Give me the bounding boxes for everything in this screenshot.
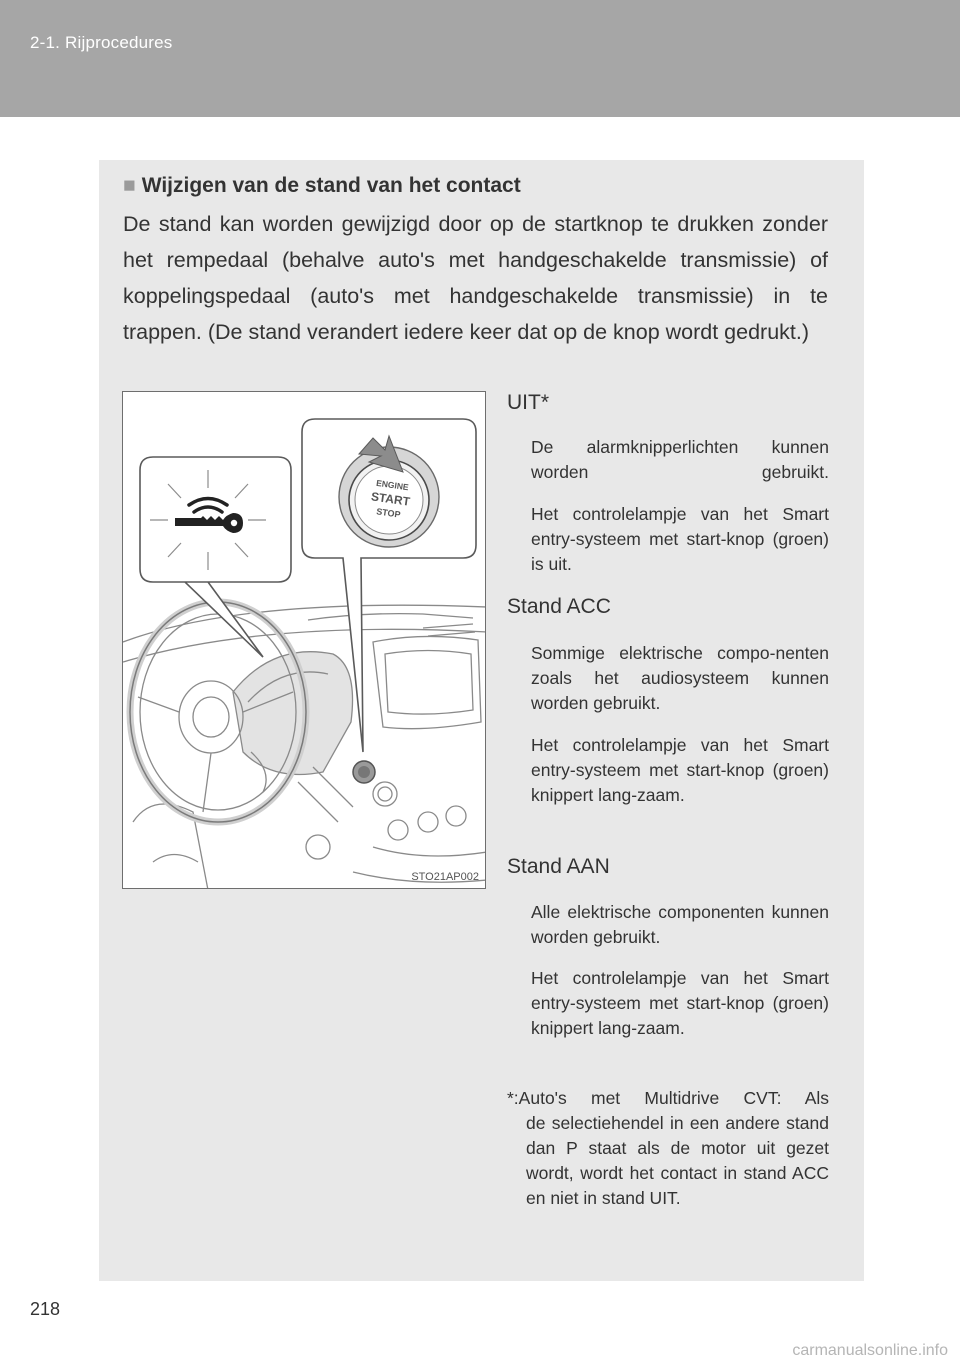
footnote [507, 1086, 829, 1211]
section-heading [123, 174, 521, 198]
heading-title: Wijzigen van de stand van het contact [141, 174, 521, 197]
figure-code: STO21AP002 [411, 871, 479, 883]
mode-uit-description-1: De alarmknipperlichten kunnen worden gebruikt. [531, 437, 829, 482]
watermark: carmanualsonline.info [792, 1342, 948, 1359]
mode-label-uit: UIT* [507, 391, 549, 414]
intro-paragraph: De stand kan worden gewijzigd door op de startknop te drukken zonder het rempedaal (behalve auto's met handgeschakelde transmissie) of koppelingspedaal (auto's met handgeschakelde transmissie) in te trappen. (De stand verandert iedere keer dat op de knop wordt gedrukt.) [123, 212, 828, 344]
button-text-engine: ENGINE [375, 477, 410, 493]
button-text-start: START [370, 489, 411, 509]
button-text-stop: STOP [375, 506, 402, 520]
ignition-illustration [122, 391, 486, 889]
footnote-body: de selectiehendel in een andere stand dan P staat als de motor uit gezet wordt, wordt het contact in stand ACC en niet in stand UIT. [526, 1113, 829, 1208]
section-reference: 2-1. Rijprocedures [30, 33, 173, 52]
mode-acc-description-1: Sommige elektrische compo-nenten zoals het audiosysteem kunnen worden gebruikt. [531, 643, 829, 713]
mode-uit-description-2: Het controlelampje van het Smart entry-systeem met start-knop (groen) is uit. [531, 504, 829, 574]
mode-acc-description-2: Het controlelampje van het Smart entry-systeem met start-knop (groen) knippert lang-zaam. [531, 735, 829, 805]
dashboard-drawing [123, 392, 486, 889]
footnote-first-line: *:Auto's met Multidrive CVT: Als [507, 1088, 829, 1108]
page-header [0, 0, 960, 117]
page-number: 218 [30, 1299, 61, 1319]
mode-label-acc: Stand ACC [507, 595, 611, 618]
mode-label-aan: Stand AAN [507, 855, 610, 878]
square-bullet-icon: ■ [123, 174, 136, 197]
mode-aan-description-1: Alle elektrische componenten kunnen worden gebruikt. [531, 902, 829, 947]
mode-aan-description-2: Het controlelampje van het Smart entry-systeem met start-knop (groen) knippert lang-zaam. [531, 968, 829, 1038]
